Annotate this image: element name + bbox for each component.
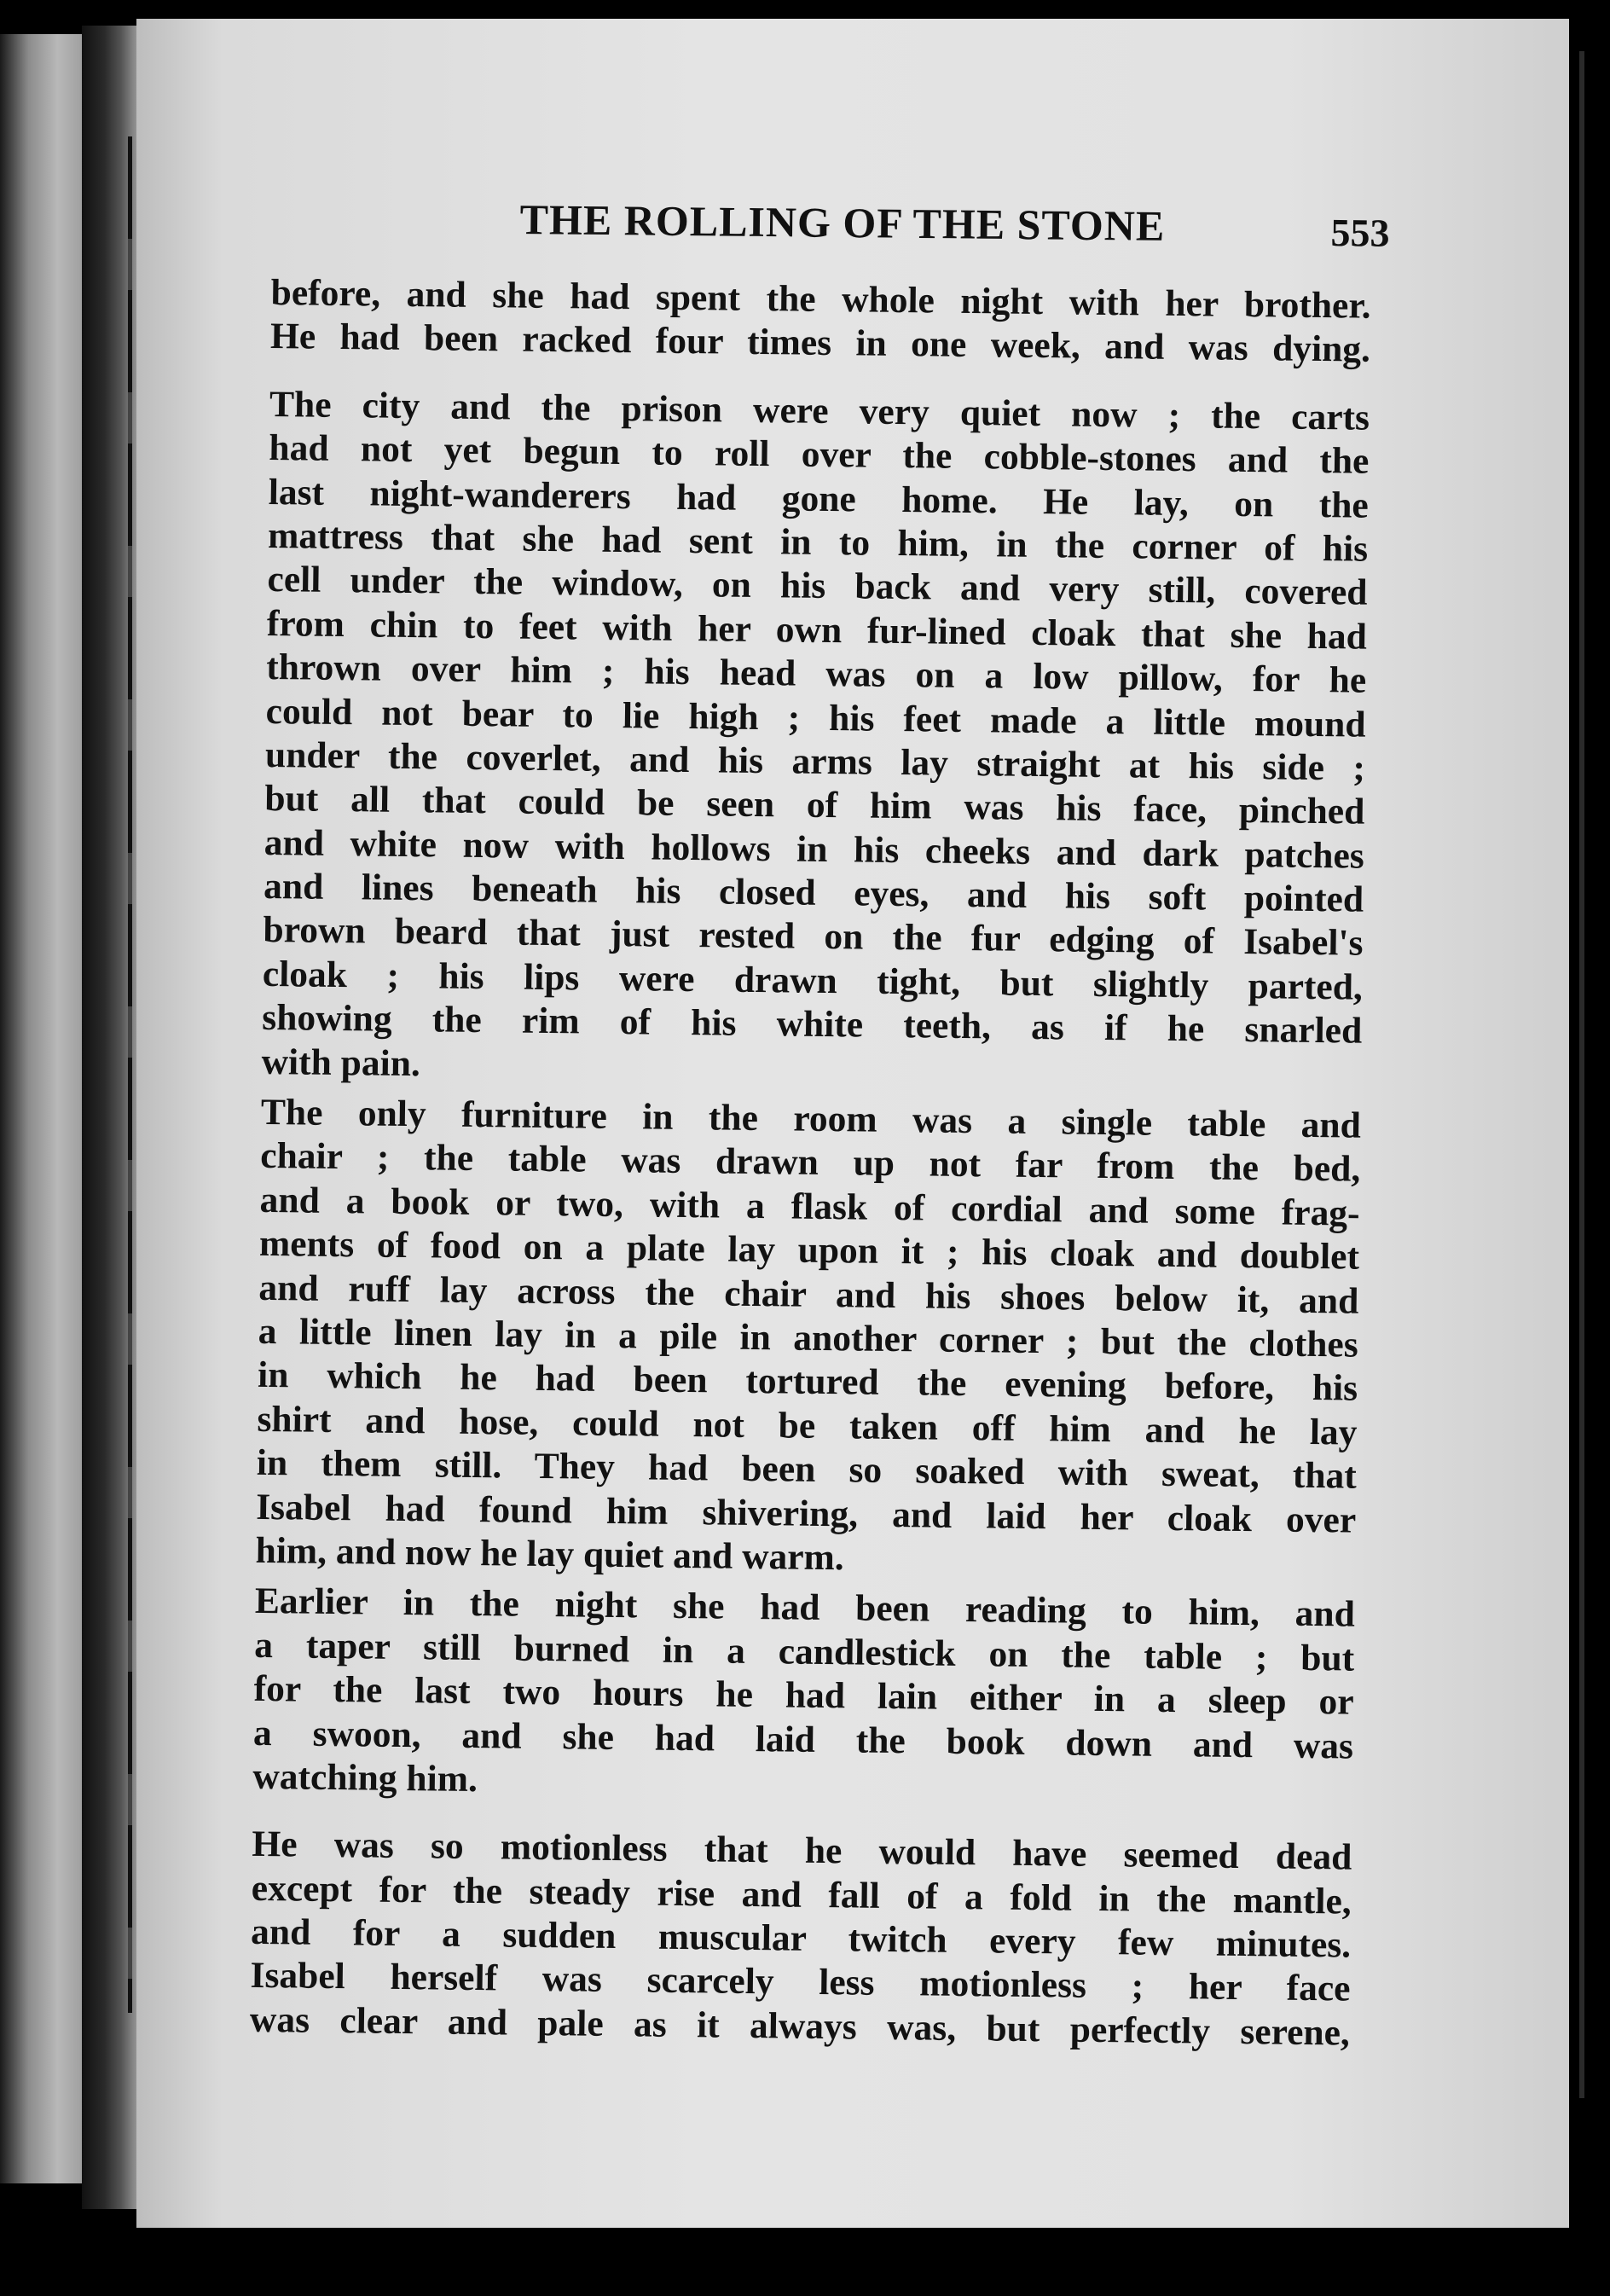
paragraph xyxy=(270,271,1371,373)
text-line: He was so motionless that he would have seemed dead xyxy=(252,1823,1352,1878)
text-line: The only furniture in the room was a single table and xyxy=(260,1091,1362,1146)
text-line: and white now with hollows in his cheeks and dark patches xyxy=(264,821,1365,877)
text-line: mattress that she had sent in to him, in the corner of his xyxy=(267,514,1369,570)
paragraph xyxy=(255,1091,1361,1586)
text-line: in which he had been tortured the evening before, his xyxy=(257,1354,1358,1410)
text-line: and for a sudden muscular twitch every few minutes. xyxy=(250,1910,1352,1966)
paragraph xyxy=(252,1580,1355,1812)
text-line: had not yet begun to roll over the cobble-stones and the xyxy=(269,427,1370,482)
text-line: The city and the prison were very quiet now ; the carts xyxy=(269,383,1370,438)
text-line: brown beard that just rested on the fur edging of Isabel's xyxy=(263,909,1364,965)
text-line: cell under the window, on his back and very still, covered xyxy=(267,559,1368,614)
text-line: a swoon, and she had laid the book down and was xyxy=(252,1712,1354,1767)
text-line: and ruff lay across the chair and his shoes below it, and xyxy=(258,1267,1359,1322)
text-line: Earlier in the night she had been reading to him, and xyxy=(254,1580,1356,1635)
text-line: was clear and pale as it always was, but perfectly serene, xyxy=(249,1998,1351,2054)
text-line: from chin to feet with her own fur-lined cloak that she had xyxy=(266,602,1368,658)
text-line: shirt and hose, could not be taken off him and he lay xyxy=(257,1398,1358,1453)
text-line: last night-wanderers had gone home. He lay, on the xyxy=(268,471,1370,526)
text-line: with pain. xyxy=(261,1041,421,1084)
text-line: a little linen lay in a pile in another corner ; but the clothes xyxy=(258,1310,1359,1365)
text-line: could not bear to lie high ; his feet made a little mound xyxy=(265,690,1366,745)
page-edge-line xyxy=(1579,51,1584,2098)
text-line: under the coverlet, and his arms lay straight at his side ; xyxy=(264,733,1366,789)
text-line: watching him. xyxy=(252,1755,478,1800)
text-line: a taper still burned in a candlestick on the table ; but xyxy=(254,1624,1355,1679)
binding-thread xyxy=(128,136,132,2013)
text-line: but all that could be seen of him was his face, pinched xyxy=(264,778,1365,833)
text-line: before, and she had spent the whole night with her brother. xyxy=(270,271,1371,327)
text-line: Isabel herself was scarcely less motionless ; her face xyxy=(250,1955,1351,2010)
page-header xyxy=(519,194,1390,264)
page-number: 553 xyxy=(1330,210,1390,255)
text-line: in them still. They had been so soaked with sweat, that xyxy=(256,1442,1358,1497)
text-line: and lines beneath his closed eyes, and his soft pointed xyxy=(263,866,1364,920)
paragraph xyxy=(261,383,1370,1098)
scan-border xyxy=(1569,0,1610,2296)
paragraph xyxy=(250,1823,1352,2055)
text-line: He had been racked four times in one week, and was dying. xyxy=(269,316,1371,371)
facing-page-edge xyxy=(0,34,82,2183)
text-line: Isabel had found him shivering, and laid her cloak over xyxy=(256,1486,1357,1541)
text-line: him, and now he lay quiet and warm. xyxy=(255,1529,844,1579)
text-line: chair ; the table was drawn up not far from the bed, xyxy=(260,1135,1361,1191)
text-line: except for the steady rise and fall of a fold in the mantle, xyxy=(251,1867,1352,1922)
body-text xyxy=(250,271,1371,2055)
text-line: cloak ; his lips were drawn tight, but slightly parted, xyxy=(262,953,1364,1008)
text-line: for the last two hours he had lain either in a sleep or xyxy=(253,1667,1354,1723)
text-line: showing the rim of his white teeth, as if he snarled xyxy=(262,997,1363,1052)
running-head: THE ROLLING OF THE STONE xyxy=(519,194,1166,250)
text-line: and a book or two, with a flask of cordial and some frag- xyxy=(259,1179,1360,1234)
text-line: ments of food on a plate lay upon it ; his cloak and doublet xyxy=(258,1223,1360,1278)
text-line: thrown over him ; his head was on a low pillow, for he xyxy=(266,646,1367,701)
